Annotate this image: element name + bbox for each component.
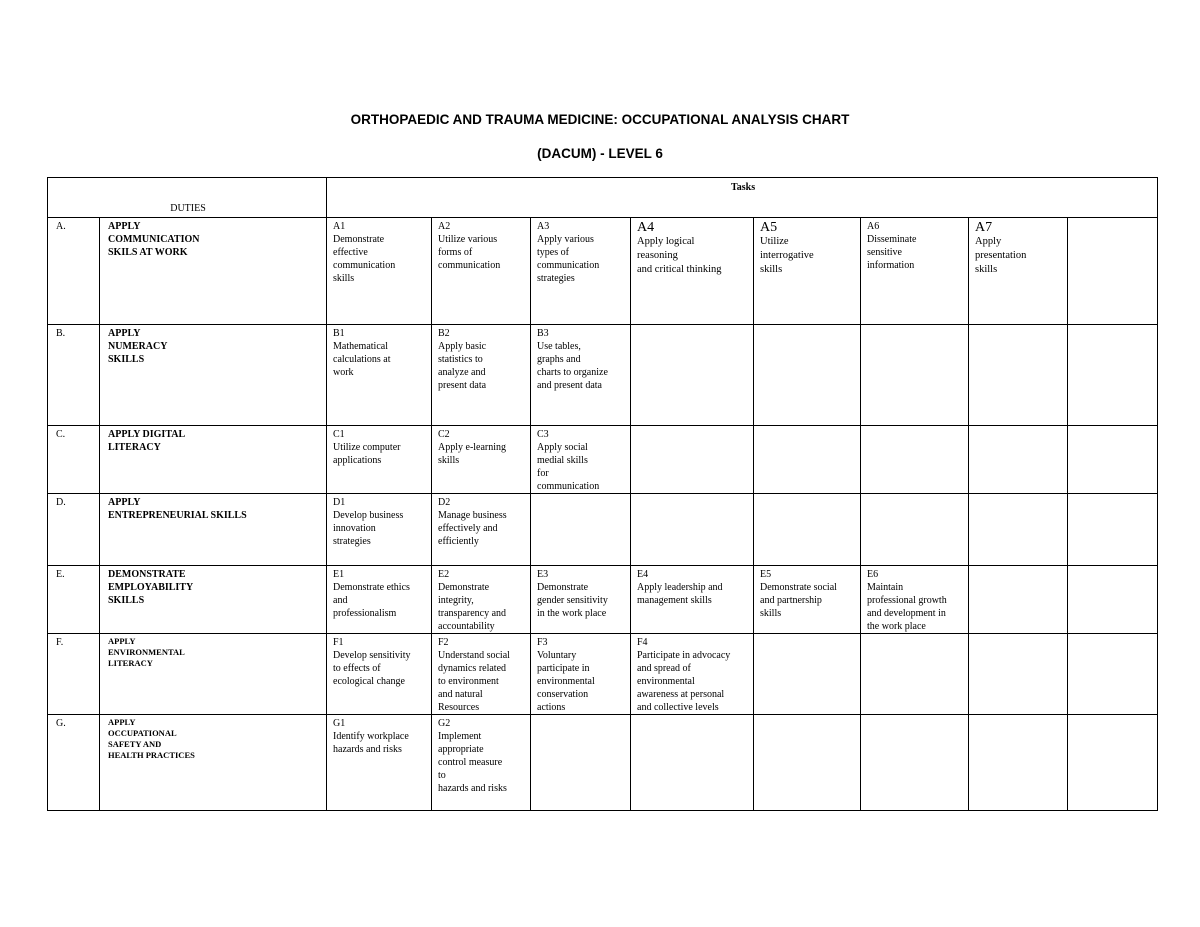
duty-letter: F. (48, 634, 100, 715)
task-code: A4 (637, 220, 655, 235)
task-description: Demonstrate gender sensitivity in the work place (537, 582, 608, 619)
task-cell (861, 426, 969, 494)
task-cell (631, 218, 754, 325)
task-description: Develop business innovation strategies (333, 510, 404, 547)
task-cell (327, 218, 432, 325)
task-code: E4 (637, 569, 649, 580)
duty-row (48, 426, 1158, 494)
task-cell (969, 494, 1068, 566)
task-cell (531, 634, 631, 715)
task-code: D2 (438, 497, 451, 508)
task-cell (969, 634, 1068, 715)
duty-row (48, 566, 1158, 634)
task-cell (1068, 325, 1158, 426)
duty-title: APPLY OCCUPATIONAL SAFETY AND HEALTH PRACTICES (100, 715, 327, 811)
task-cell (432, 218, 531, 325)
task-cell (531, 426, 631, 494)
duty-letter: E. (48, 566, 100, 634)
task-description: Disseminate sensitive information (867, 234, 917, 271)
task-cell (531, 566, 631, 634)
task-cell (861, 566, 969, 634)
duty-title: DEMONSTRATE EMPLOYABILITY SKILLS (100, 566, 327, 634)
task-description: Demonstrate integrity, transparency and accountability (438, 582, 507, 632)
duty-letter: B. (48, 325, 100, 426)
task-description: Use tables, graphs and charts to organize and present data (537, 341, 608, 391)
task-code: D1 (333, 497, 346, 508)
chart-subtitle: (DACUM) - LEVEL 6 (537, 146, 663, 161)
task-description: Maintain professional growth and development in the work place (867, 582, 947, 632)
task-description: Understand social dynamics related to environment and natural Resources (438, 650, 510, 713)
task-code: E2 (438, 569, 450, 580)
header-row (48, 178, 1158, 218)
task-cell (1068, 634, 1158, 715)
task-description: Utilize computer applications (333, 442, 401, 466)
task-cell (969, 325, 1068, 426)
duty-letter: C. (48, 426, 100, 494)
task-description: Implement appropriate control measure to hazards and risks (438, 731, 507, 794)
duty-letter: G. (48, 715, 100, 811)
duty-title: APPLY ENVIRONMENTAL LITERACY (100, 634, 327, 715)
task-cell (861, 494, 969, 566)
task-cell (631, 566, 754, 634)
task-code: C3 (537, 429, 549, 440)
task-code: G1 (333, 718, 346, 729)
task-description: Apply e-learning skills (438, 442, 507, 466)
task-code: A1 (333, 221, 346, 232)
task-description: Voluntary participate in environmental conservation actions (537, 650, 595, 713)
task-cell (754, 218, 861, 325)
task-cell (432, 715, 531, 811)
task-code: C1 (333, 429, 345, 440)
task-cell (327, 426, 432, 494)
task-cell (432, 634, 531, 715)
task-code: A6 (867, 221, 880, 232)
task-cell (754, 634, 861, 715)
duty-row (48, 218, 1158, 325)
task-description: Apply logical reasoning and critical thinking (637, 236, 722, 275)
duty-row (48, 715, 1158, 811)
task-cell (531, 325, 631, 426)
task-cell (1068, 715, 1158, 811)
task-cell (631, 634, 754, 715)
duty-letter: A. (48, 218, 100, 325)
task-cell (531, 218, 631, 325)
task-cell (1068, 426, 1158, 494)
task-cell (754, 426, 861, 494)
task-description: Manage business effectively and efficiently (438, 510, 507, 547)
task-code: G2 (438, 718, 451, 729)
task-code: C2 (438, 429, 450, 440)
task-code: A3 (537, 221, 550, 232)
duty-title: APPLY ENTREPRENEURIAL SKILLS (100, 494, 327, 566)
task-cell (631, 325, 754, 426)
task-description: Utilize interrogative skills (760, 236, 814, 275)
task-description: Apply various types of communication strategies (537, 234, 600, 284)
task-description: Demonstrate social and partnership skills (760, 582, 837, 619)
task-code: F1 (333, 637, 344, 648)
task-cell (327, 566, 432, 634)
task-cell (754, 715, 861, 811)
task-cell (531, 715, 631, 811)
task-cell (1068, 218, 1158, 325)
task-description: Participate in advocacy and spread of environmental awareness at personal and collective levels (637, 650, 731, 713)
task-cell (432, 494, 531, 566)
task-cell (1068, 494, 1158, 566)
task-code: F2 (438, 637, 449, 648)
task-cell (432, 325, 531, 426)
task-cell (969, 715, 1068, 811)
task-code: E6 (867, 569, 879, 580)
task-cell (327, 494, 432, 566)
chart-title: ORTHOPAEDIC AND TRAUMA MEDICINE: OCCUPATIONAL ANALYSIS CHART (350, 112, 850, 127)
task-cell (531, 494, 631, 566)
task-cell (861, 218, 969, 325)
task-cell (754, 325, 861, 426)
task-cell (327, 715, 432, 811)
task-cell (1068, 566, 1158, 634)
task-cell (861, 325, 969, 426)
duty-row (48, 634, 1158, 715)
task-cell (327, 634, 432, 715)
task-cell (754, 494, 861, 566)
task-cell (631, 494, 754, 566)
task-cell (861, 634, 969, 715)
task-code: A5 (760, 220, 778, 235)
duty-title: APPLY DIGITAL LITERACY (100, 426, 327, 494)
task-code: B1 (333, 328, 345, 339)
duties-header: DUTIES (48, 178, 327, 218)
task-code: E5 (760, 569, 772, 580)
duty-rows (48, 218, 1158, 811)
task-description: Apply leadership and management skills (637, 582, 723, 606)
duty-letter: D. (48, 494, 100, 566)
task-description: Apply presentation skills (975, 236, 1027, 275)
duty-title: APPLY COMMUNICATION SKILS AT WORK (100, 218, 327, 325)
task-cell (432, 566, 531, 634)
duty-row (48, 325, 1158, 426)
task-code: F3 (537, 637, 548, 648)
task-cell (861, 715, 969, 811)
task-description: Demonstrate effective communication skills (333, 234, 396, 284)
task-description: Demonstrate ethics and professionalism (333, 582, 410, 619)
task-cell (631, 715, 754, 811)
task-cell (969, 218, 1068, 325)
task-description: Identify workplace hazards and risks (333, 731, 409, 755)
task-code: B2 (438, 328, 450, 339)
task-cell (969, 426, 1068, 494)
task-code: A7 (975, 220, 993, 235)
duty-title: APPLY NUMERACY SKILLS (100, 325, 327, 426)
task-code: F4 (637, 637, 648, 648)
task-code: E3 (537, 569, 549, 580)
task-code: E1 (333, 569, 345, 580)
task-description: Utilize various forms of communication (438, 234, 501, 271)
task-code: A2 (438, 221, 451, 232)
task-cell (327, 325, 432, 426)
occupational-analysis-table (47, 177, 1158, 811)
task-description: Mathematical calculations at work (333, 341, 391, 378)
tasks-header: Tasks (327, 178, 1158, 218)
task-code: B3 (537, 328, 549, 339)
task-description: Apply social medial skills for communication (537, 442, 600, 492)
task-cell (432, 426, 531, 494)
task-description: Develop sensitivity to effects of ecological change (333, 650, 411, 687)
task-cell (754, 566, 861, 634)
task-description: Apply basic statistics to analyze and present data (438, 341, 487, 391)
task-cell (969, 566, 1068, 634)
task-cell (631, 426, 754, 494)
duty-row (48, 494, 1158, 566)
